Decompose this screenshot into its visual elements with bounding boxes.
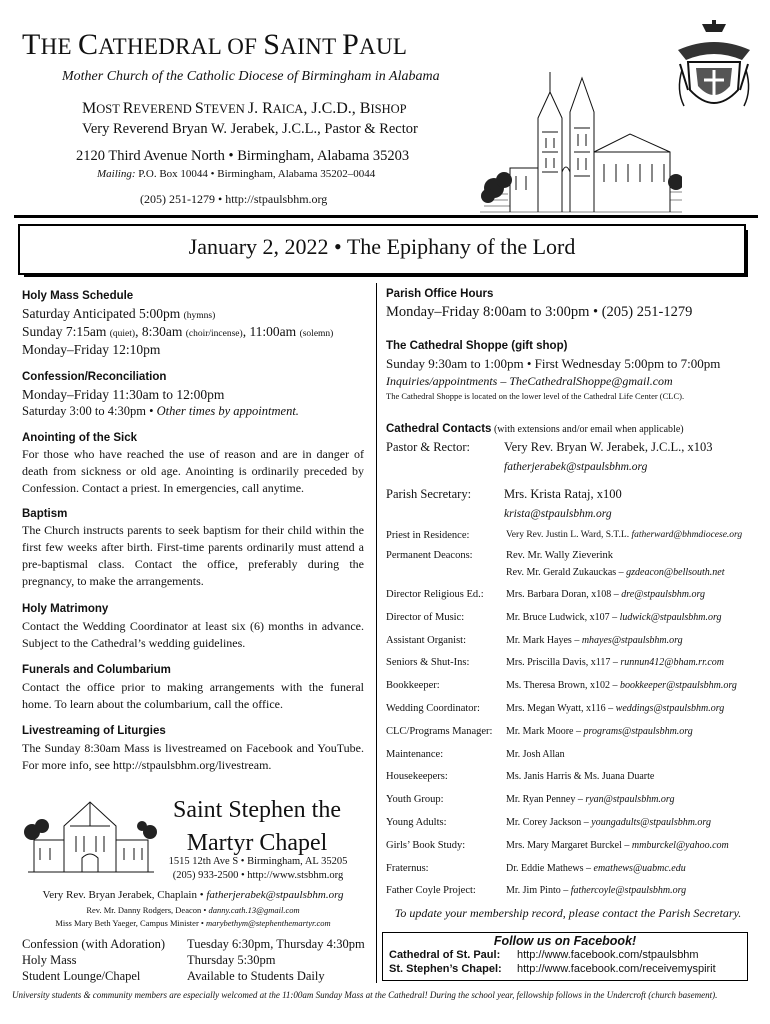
shoppe-hours: Sunday 9:30am to 1:00pm • First Wednesday 5:00pm to 7:00pm [386,356,721,371]
facebook-heading: Follow us on Facebook! [493,934,637,948]
contact-pastor-email: fatherjerabek@stpaulsbhm.org [504,461,648,473]
bulletin-title: THE CATHEDRAL OF SAINT PAUL [22,28,408,61]
diocesan-crest-icon [672,20,756,120]
funerals-heading: Funerals and Columbarium [22,664,171,676]
matrimony-heading: Holy Matrimony [22,603,109,615]
contact-secretary-email: krista@stpaulsbhm.org [504,508,612,520]
chapel-minister: Miss Mary Beth Yaeger, Campus Minister • marybethym@stephenthemartyr.com [55,918,331,928]
subtitle: Mother Church of the Catholic Diocese of Birmingham in Alabama [62,69,440,84]
contacts-table [386,589,756,908]
facebook-row-chapel: St. Stephen’s Chapel: http://www.facebook.com/receivemyspirit [389,963,716,975]
contacts-list [386,440,756,530]
baptism-heading: Baptism [22,508,68,520]
chapel-schedule-row: Confession (with Adoration) Tuesday 6:30pm, Thursday 4:30pm [22,937,365,951]
facebook-link-cathedral[interactable]: http://www.facebook.com/stpaulsbhm [517,949,699,961]
chapel-chaplain: Very Rev. Bryan Jerabek, Chaplain • fatherjerabek@stpaulsbhm.org [42,889,344,901]
contact-row: Maintenance: Mr. Josh Allan [386,748,565,760]
contact-row: Youth Group: Mr. Ryan Penney – ryan@stpaulsbhm.org [386,794,675,806]
contact-row: Director Religious Ed.: Mrs. Barbara Doran, x108 – dre@stpaulsbhm.org [386,589,705,600]
mass-line-weekday: Monday–Friday 12:10pm [22,342,161,357]
shoppe-inquiries: Inquiries/appointments – TheCathedralShoppe@gmail.com [386,374,673,388]
contact-row: Father Coyle Project: Mr. Jim Pinto – fathercoyle@stpaulsbhm.org [386,885,687,897]
contact-row: Director of Music: Mr. Bruce Ludwick, x107 – ludwick@stpaulsbhm.org [386,611,722,623]
office-hours: Monday–Friday 8:00am to 3:00pm • (205) 251-1279 [386,304,693,320]
contact-pastor: Pastor & Rector: Very Rev. Bryan W. Jerabek, J.C.L., x103 [386,440,713,454]
contact-row: Housekeepers: Ms. Janis Harris & Ms. Juana Duarte [386,771,655,783]
contact-row: Wedding Coordinator: Mrs. Megan Wyatt, x116 – weddings@stpaulsbhm.org [386,702,725,714]
column-divider [376,283,377,983]
contacts-heading: Cathedral Contacts (with extensions and/or email when applicable) [386,423,684,435]
confession-heading: Confession/Reconciliation [22,371,167,383]
chapel-schedule-row: Holy Mass Thursday 5:30pm [22,953,276,967]
contact-row: Seniors & Shut-Ins: Mrs. Priscilla Davis, x117 – runnun412@bham.rr.com [386,657,725,669]
facebook-row-cathedral: Cathedral of St. Paul: http://www.facebook.com/stpaulsbhm [389,949,699,961]
shoppe-location: The Cathedral Shoppe is located on the lower level of the Cathedral Life Center (CLC). [386,391,685,401]
contact-row: Assistant Organist: Mr. Mark Hayes – mhayes@stpaulsbhm.org [386,634,683,646]
contact-row: CLC/Programs Manager: Mr. Mark Moore – programs@stpaulsbhm.org [386,725,693,737]
funerals-text: Contact the office prior to making arrangements with the funeral home. To learn about the columbarium, call the office. [22,680,364,711]
shoppe-heading: The Cathedral Shoppe (gift shop) [386,340,568,352]
contact-row: Girls’ Book Study: Mrs. Mary Margaret Burckel – mmburckel@yahoo.com [386,839,729,851]
phone-website: (205) 251-1279 • http://stpaulsbhm.org [140,192,328,206]
footer-note: University students & community members are especially welcomed at the 11:00am Sunday Mass at the Cathedral! During the school year, fellowship follows in the Undercroft (church basement). [12,990,718,1000]
bishop-line: MOST REVEREND STEVEN J. RAICA, J.C.D., BISHOP [82,100,407,117]
mass-line-saturday: Saturday Anticipated 5:00pm (hymns) [22,306,216,321]
contact-deacons: Permanent Deacons: Rev. Mr. Wally Zieverink [386,550,614,561]
pastor-line: Very Reverend Bryan W. Jerabek, J.C.L., Pastor & Rector [82,121,418,137]
livestream-heading: Livestreaming of Liturgies [22,725,166,737]
contact-priest-residence: Priest in Residence: Very Rev. Justin L. Ward, S.T.L. fatherward@bhmdiocese.org [386,530,743,541]
mass-line-sunday: Sunday 7:15am (quiet), 8:30am (choir/incense), 11:00am (solemn) [22,324,334,339]
chapel-illustration [24,796,158,878]
chapel-schedule-row: Student Lounge/Chapel Available to Students Daily [22,969,325,983]
chapel-deacon: Rev. Mr. Danny Rodgers, Deacon • danny.cath.13@gmail.com [86,905,300,915]
membership-update-note: To update your membership record, please contact the Parish Secretary. [394,906,742,920]
contact-secretary: Parish Secretary: Mrs. Krista Rataj, x100 [386,487,622,501]
confession-line-saturday: Saturday 3:00 to 4:30pm • Other times by appointment. [22,404,299,418]
facebook-box [382,932,748,981]
matrimony-text: Contact the Wedding Coordinator at least six (6) months in advance. Subject to the Cathedral’s wedding guidelines. [22,619,364,650]
street-address: 2120 Third Avenue North • Birmingham, Alabama 35203 [76,148,410,164]
contact-row: Bookkeeper: Ms. Theresa Brown, x102 – bookkeeper@stpaulsbhm.org [386,680,737,692]
confession-line-weekday: Monday–Friday 11:30am to 12:00pm [22,387,225,402]
chapel-title: Saint Stephen the Martyr Chapel [173,797,341,856]
header-rule [14,215,758,218]
facebook-link-chapel[interactable]: http://www.facebook.com/receivemyspirit [517,963,716,975]
mass-schedule-heading: Holy Mass Schedule [22,290,134,302]
date-banner: January 2, 2022 • The Epiphany of the Lord [188,234,576,259]
chapel-schedule [22,936,372,984]
anointing-heading: Anointing of the Sick [22,432,137,444]
chapel-address: 1515 12th Ave S • Birmingham, AL 35205 (205) 933-2500 • http://www.stsbhm.org [168,856,348,881]
office-hours-heading: Parish Office Hours [386,288,494,300]
anointing-text: For those who have reached the use of reason and are in danger of death from sickness or old age. Anointing is ordinarily preceded by Confession. Contact a priest. In emergencies, call anytime. [22,447,364,495]
livestream-text: The Sunday 8:30am Mass is livestreamed on Facebook and YouTube. For more info, see http://stpaulsbhm.org/livestream. [22,741,364,772]
cathedral-illustration [480,72,682,214]
contact-row: Fraternus: Dr. Eddie Mathews – emathews@uabmc.edu [386,862,686,874]
mailing-address: Mailing: P.O. Box 10044 • Birmingham, Alabama 35202–0044 [97,168,376,180]
baptism-text: The Church instructs parents to seek baptism for their child within the first few weeks after birth. First-time parents ordinarily must attend a pre-baptismal class. Contact the office, preferably during the pregnancy, to make the arrangements. [22,523,364,588]
contact-row: Young Adults: Mr. Corey Jackson – youngadults@stpaulsbhm.org [386,816,711,828]
